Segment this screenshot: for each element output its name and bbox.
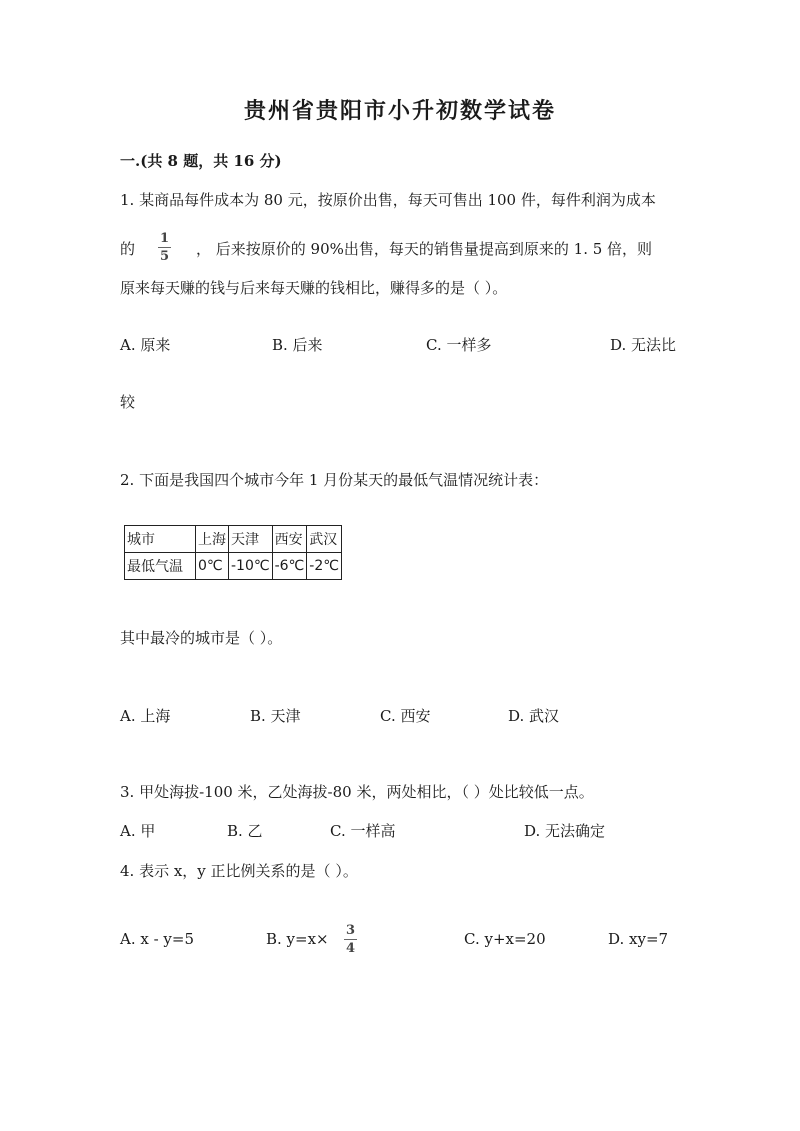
q4-fraction-denominator: 4 <box>346 941 356 956</box>
table-cell: -2℃ <box>307 553 342 580</box>
page-title: 贵州省贵阳市小升初数学试卷 <box>243 98 556 124</box>
table-cell: -10℃ <box>229 553 273 580</box>
table-cell: 天津 <box>229 526 273 553</box>
q2-option-a[interactable]: A. 上海 <box>120 707 171 725</box>
q4-text: 4. 表示 x，y 正比例关系的是（ ）。 <box>120 862 358 880</box>
table-cell: 武汉 <box>307 526 342 553</box>
q1-fraction-numerator: 1 <box>160 231 170 246</box>
temperature-table <box>124 525 342 580</box>
q1-fraction <box>158 232 171 264</box>
q3-option-c[interactable]: C. 一样高 <box>330 822 396 840</box>
q1-fraction-denominator: 5 <box>160 249 170 264</box>
q3-option-d[interactable]: D. 无法确定 <box>524 822 606 840</box>
q2-text: 2. 下面是我国四个城市今年 1 月份某天的最低气温情况统计表： <box>120 471 549 489</box>
q2-question: 其中最冷的城市是（ ）。 <box>120 629 283 647</box>
table-cell: 最低气温 <box>125 553 196 580</box>
q4-option-d[interactable]: D. xy=7 <box>608 930 669 948</box>
q1-line3: 原来每天赚的钱与后来每天赚的钱相比，赚得多的是（ ）。 <box>120 279 508 297</box>
table-row <box>125 526 342 553</box>
q1-option-a[interactable]: A. 原来 <box>120 336 171 354</box>
table-cell: -6℃ <box>272 553 307 580</box>
table-cell: 0℃ <box>196 553 229 580</box>
q3-text: 3. 甲处海拔-100 米，乙处海拔-80 米，两处相比，（ ）处比较低一点。 <box>120 783 594 801</box>
q1-line1: 1. 某商品每件成本为 80 元，按原价出售，每天可售出 100 件，每件利润为成本 <box>120 191 656 209</box>
q1-line2-pre: 的 <box>120 240 136 258</box>
q4-option-c[interactable]: C. y+x=20 <box>464 930 546 948</box>
q1-option-d[interactable]: D. 无法比 <box>610 336 677 354</box>
section-heading: 一.(共 8 题，共 16 分) <box>120 152 282 170</box>
table-cell: 西安 <box>272 526 307 553</box>
q4-option-b[interactable]: B. y=x× <box>266 930 329 948</box>
q4-option-a[interactable]: A. x - y=5 <box>120 930 195 948</box>
q2-option-d[interactable]: D. 武汉 <box>508 707 560 725</box>
q1-option-c[interactable]: C. 一样多 <box>426 336 492 354</box>
table-row <box>125 553 342 580</box>
q2-option-b[interactable]: B. 天津 <box>250 707 301 725</box>
q2-option-c[interactable]: C. 西安 <box>380 707 431 725</box>
table-cell: 城市 <box>125 526 196 553</box>
q3-option-b[interactable]: B. 乙 <box>227 822 263 840</box>
q1-line2-post: ， 后来按原价的 90%出售，每天的销售量提高到原来的 1. 5 倍，则 <box>196 240 653 258</box>
q4-fraction <box>344 924 357 956</box>
q1-option-b[interactable]: B. 后来 <box>272 336 323 354</box>
table-cell: 上海 <box>196 526 229 553</box>
q1-option-d-wrap: 较 <box>120 393 136 411</box>
q4-fraction-numerator: 3 <box>346 923 356 938</box>
q3-option-a[interactable]: A. 甲 <box>120 822 156 840</box>
